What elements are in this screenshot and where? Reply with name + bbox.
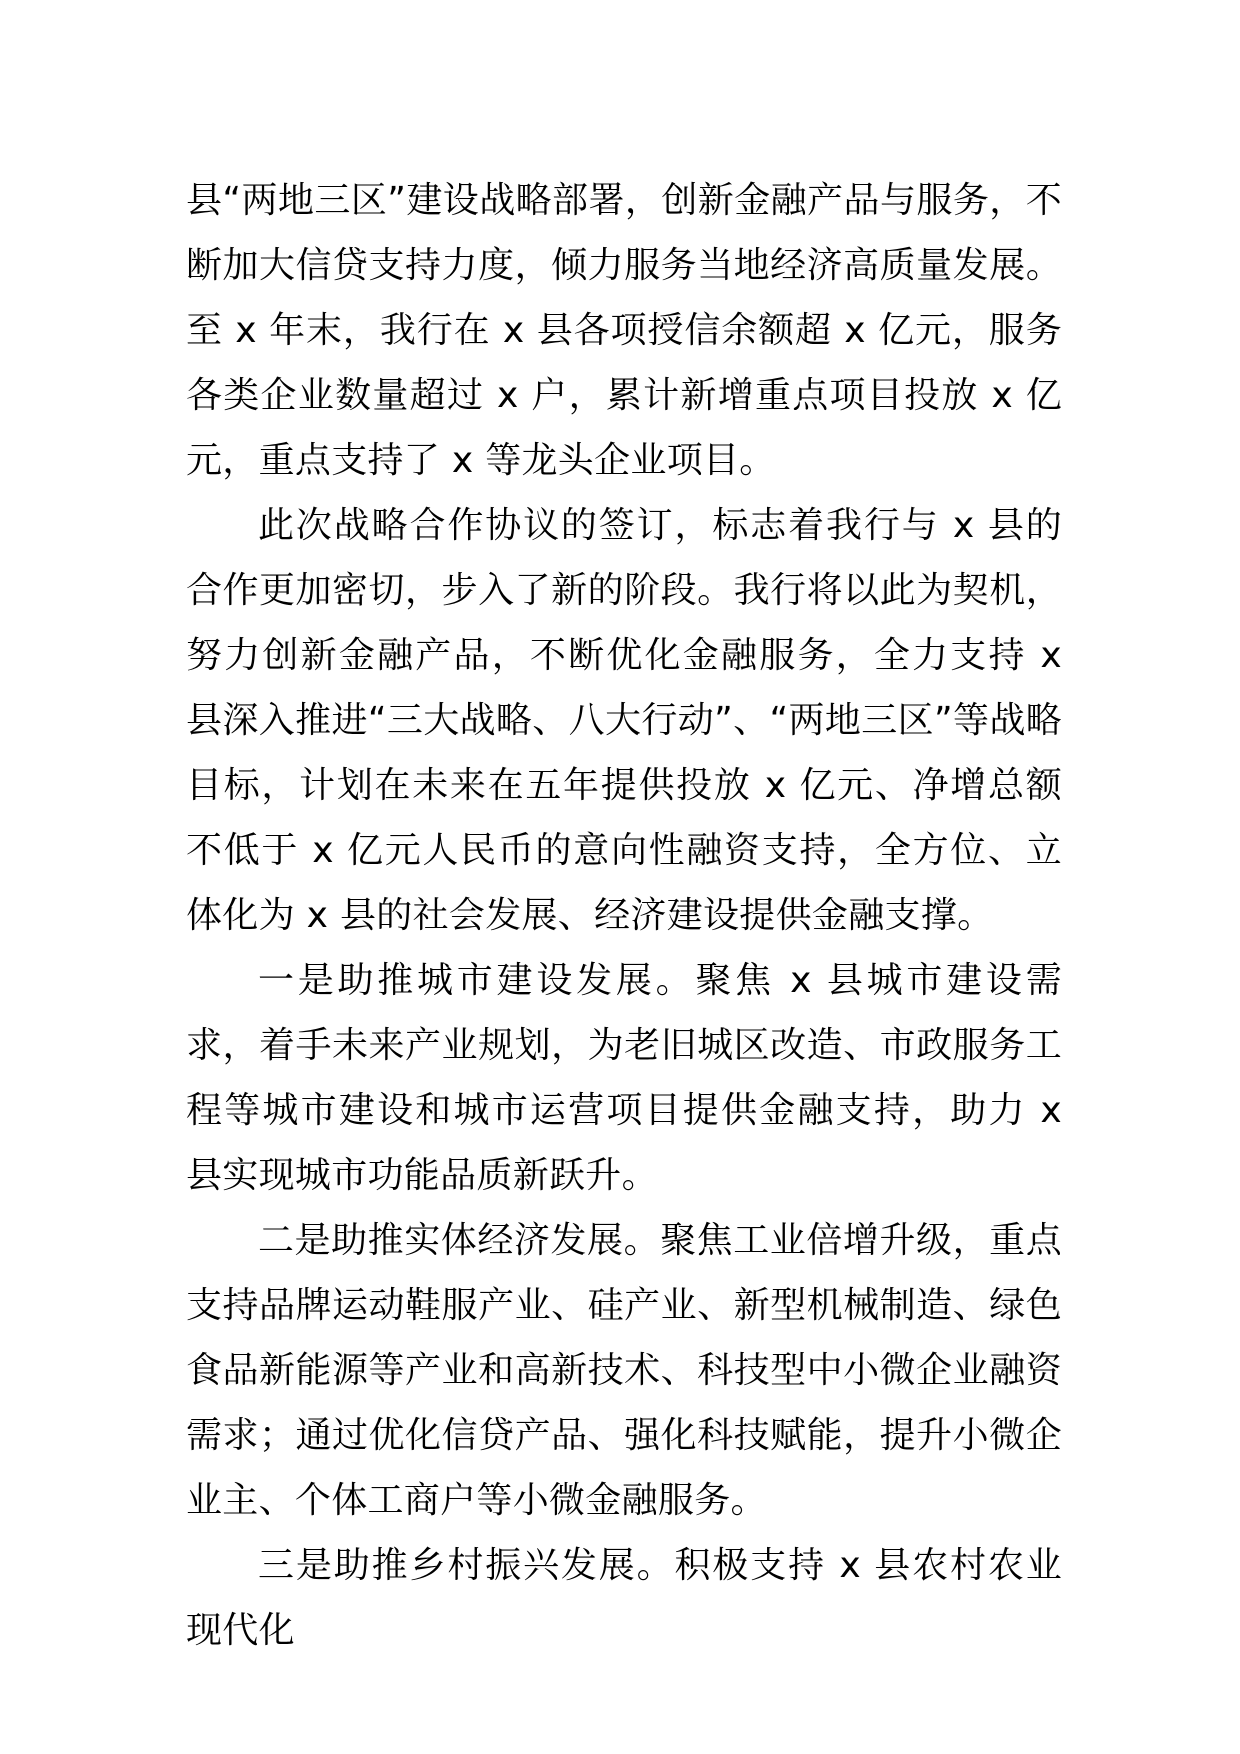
paragraph-urban-development: 一是助推城市建设发展。聚焦 x 县城市建设需求，着手未来产业规划，为老旧城区改造、市政服务工程等城市建设和城市运营项目提供金融支持，助力 x 县实现城市功能品质新跃升。 <box>186 960 1062 1196</box>
document-body <box>186 168 1062 1663</box>
paragraph-real-economy: 二是助推实体经济发展。聚焦工业倍增升级，重点支持品牌运动鞋服产业、硅产业、新型机械制造、绿色食品新能源等产业和高新技术、科技型中小微企业融资需求；通过优化信贷产品、强化科技赋能，提升小微企业主、个体工商户等小微金融服务。 <box>186 1220 1062 1521</box>
paragraph-rural-revitalization: 三是助推乡村振兴发展。积极支持 x 县农村农业现代化 <box>186 1545 1062 1651</box>
paragraph-agreement-signing: 此次战略合作协议的签订，标志着我行与 x 县的合作更加密切，步入了新的阶段。我行将以此为契机，努力创新金融产品，不断优化金融服务，全力支持 x 县深入推进“三大战略、八大行动”、“两地三区”等战略目标，计划在未来在五年提供投放 x 亿元、净增总额不低于 x 亿元人民币的意向性融资支持，全方位、立体化为 x 县的社会发展、经济建设提供金融支撑。 <box>186 505 1062 936</box>
paragraph-intro-continuation: 县“两地三区”建设战略部署，创新金融产品与服务，不断加大信贷支持力度，倾力服务当地经济高质量发展。至 x 年末，我行在 x 县各项授信余额超 x 亿元，服务各类企业数量超过 x 户，累计新增重点项目投放 x 亿元，重点支持了 x 等龙头企业项目。 <box>186 180 1062 481</box>
